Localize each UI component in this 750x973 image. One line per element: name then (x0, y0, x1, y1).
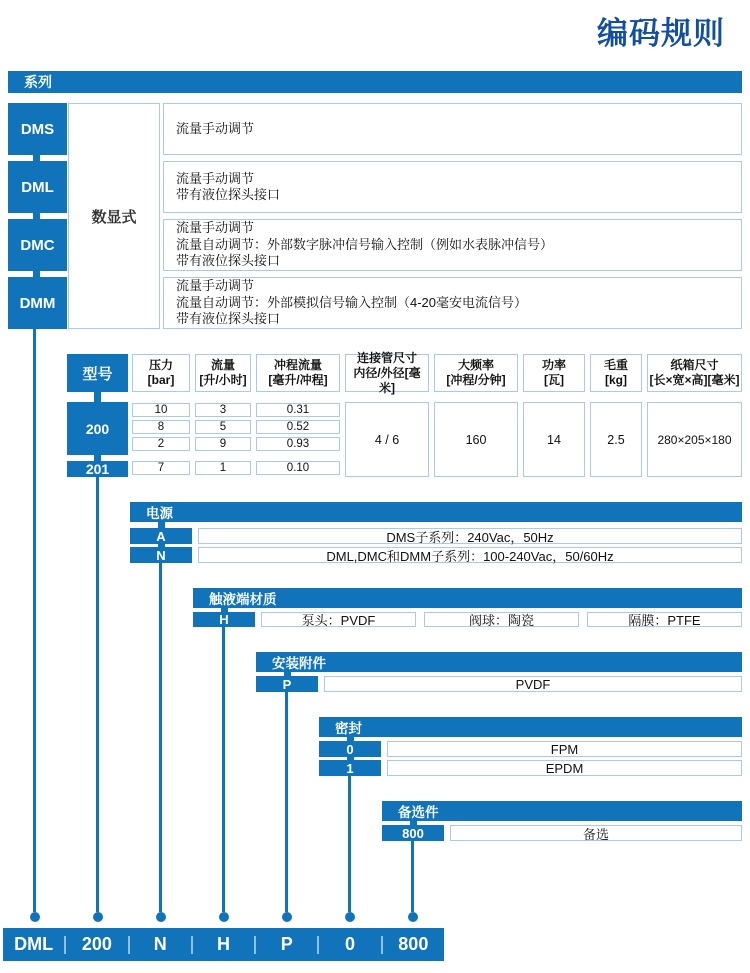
model-code-201: 201 (67, 461, 128, 477)
series-desc-dmm (163, 277, 742, 329)
column-header-flow (195, 354, 251, 392)
spec-span-carton: 280×205×180 (647, 402, 742, 477)
option-code-800: 800 (382, 825, 444, 841)
code-segment: P (280, 934, 293, 954)
spec-value-cell: 9 (195, 437, 251, 451)
model-code-200: 200 (67, 402, 128, 455)
code-segment: 800 (398, 934, 429, 954)
spec-value-cell: 0.52 (256, 420, 340, 434)
spec-span-frequency: 160 (434, 402, 518, 477)
spec-value-cell: 8 (132, 420, 190, 434)
connector-dot (93, 912, 103, 922)
column-header-line: 流量 (210, 358, 235, 372)
option-value-cell: 阀球：陶瓷 (424, 612, 579, 627)
section-header-mount: 安装附件 (256, 652, 742, 672)
series-header-bar: 系列 (8, 71, 742, 93)
connector-dot (156, 912, 166, 922)
option-value-cell: DMS子系列：240Vac，50Hz (198, 528, 742, 544)
column-header-pressure (132, 354, 190, 392)
connector-dot (408, 912, 418, 922)
desc-line: 流量自动调节：外部数字脉冲信号输入控制（例如水表脉冲信号） (176, 236, 554, 252)
spec-span-power: 14 (523, 402, 585, 477)
spec-value-cell: 3 (195, 403, 251, 417)
spec-value-cell: 2 (132, 437, 190, 451)
spec-span-weight: 2.5 (590, 402, 642, 477)
code-segment: N (153, 934, 167, 954)
column-header-line: [毫升/冲程] (268, 373, 328, 387)
section-header-seal: 密封 (319, 717, 742, 737)
option-value-cell: EPDM (387, 760, 742, 776)
connector-dot (219, 912, 229, 922)
column-header-line: 纸箱尺寸 (670, 358, 719, 372)
connector-dot (30, 912, 40, 922)
option-code-p: P (256, 676, 318, 692)
spec-value-cell: 0.31 (256, 403, 340, 417)
spec-value-cell: 5 (195, 420, 251, 434)
option-value-cell: 泵头：PVDF (261, 612, 416, 627)
series-code-dmc: DMC (8, 219, 67, 271)
desc-line: 流量手动调节 (176, 220, 255, 236)
option-value-cell: FPM (387, 741, 742, 757)
column-header-line: 大频率 (457, 358, 494, 372)
option-value-cell: 备选 (450, 825, 742, 841)
series-code-dms: DMS (8, 103, 67, 155)
connector-line (285, 692, 288, 912)
series-code-dml: DML (8, 161, 67, 213)
spec-value-cell: 0.10 (256, 461, 340, 475)
option-value-cell: PVDF (324, 676, 742, 692)
section-header-power: 电源 (130, 502, 742, 522)
connector-line (222, 627, 225, 912)
option-code-n: N (130, 547, 192, 563)
option-code-0: 0 (319, 741, 381, 757)
column-header-line: 冲程流量 (273, 358, 322, 372)
desc-line: 带有液位探头接口 (176, 311, 281, 327)
option-code-h: H (193, 612, 255, 627)
column-header-line: 连接管尺寸 (356, 350, 417, 365)
column-header-weight (590, 354, 642, 392)
section-header-wetted: 触液端材质 (193, 588, 742, 608)
desc-line: 带有液位探头接口 (176, 187, 281, 202)
series-group-box: 数显式 (68, 103, 160, 329)
option-code-1: 1 (319, 760, 381, 776)
column-header-line: [升/小时] (199, 373, 247, 387)
code-segment: H (216, 934, 230, 954)
column-header-power (523, 354, 585, 392)
column-header-line: [长×宽×高][毫米] (649, 373, 740, 387)
column-header-line: 功率 (541, 358, 566, 372)
spec-value-cell: 0.93 (256, 437, 340, 451)
series-desc-dml (163, 161, 742, 213)
option-value-cell: DML,DMC和DMM子系列：100-240Vac，50/60Hz (198, 547, 742, 563)
section-header-options: 备选件 (382, 801, 742, 821)
desc-line: 流量手动调节 (176, 278, 255, 294)
code-segment: 0 (345, 934, 356, 954)
code-bar (3, 928, 444, 961)
desc-line: 流量手动调节 (176, 170, 255, 186)
column-header-line: [瓦] (544, 373, 564, 387)
option-value-cell: 隔膜：PTFE (587, 612, 742, 627)
column-header-line: [冲程/分钟] (446, 373, 506, 387)
desc-line: 流量手动调节 (176, 120, 255, 136)
connector-line (411, 841, 414, 912)
desc-line: 带有液位探头接口 (176, 253, 281, 269)
column-header-frequency (434, 354, 518, 392)
code-segment: 200 (81, 934, 112, 954)
connector-nub (94, 392, 101, 402)
column-header-line: 毛重 (603, 358, 628, 372)
connector-line (96, 477, 99, 912)
connector-line (159, 563, 162, 912)
column-header-line: 压力 (148, 358, 173, 372)
connector-nub (33, 271, 40, 277)
connector-line (33, 329, 36, 912)
series-desc-dms (163, 103, 742, 155)
series-code-dmm: DMM (8, 277, 67, 329)
column-header-pipe (345, 350, 429, 395)
connector-nub (33, 155, 40, 161)
connector-line (348, 776, 351, 912)
column-header-stroke (256, 354, 340, 392)
spec-value-cell: 7 (132, 461, 190, 475)
spec-value-cell: 10 (132, 403, 190, 417)
connector-dot (345, 912, 355, 922)
code-segment: DML (14, 934, 54, 954)
spec-value-cell: 1 (195, 461, 251, 475)
page-title: 编码规则 (597, 16, 725, 51)
option-code-a: A (130, 528, 192, 544)
model-header-cell: 型号 (67, 354, 128, 392)
column-header-carton (647, 354, 742, 392)
series-desc-dmc (163, 219, 742, 271)
spec-span-pipe: 4 / 6 (345, 402, 429, 477)
column-header-line: 内径/外径[毫米] (353, 365, 421, 395)
desc-line: 流量自动调节：外部模拟信号输入控制（4-20毫安电流信号） (176, 294, 528, 310)
column-header-line: [bar] (147, 373, 175, 387)
connector-nub (33, 213, 40, 219)
connector-dot (282, 912, 292, 922)
column-header-line: [kg] (605, 373, 627, 387)
